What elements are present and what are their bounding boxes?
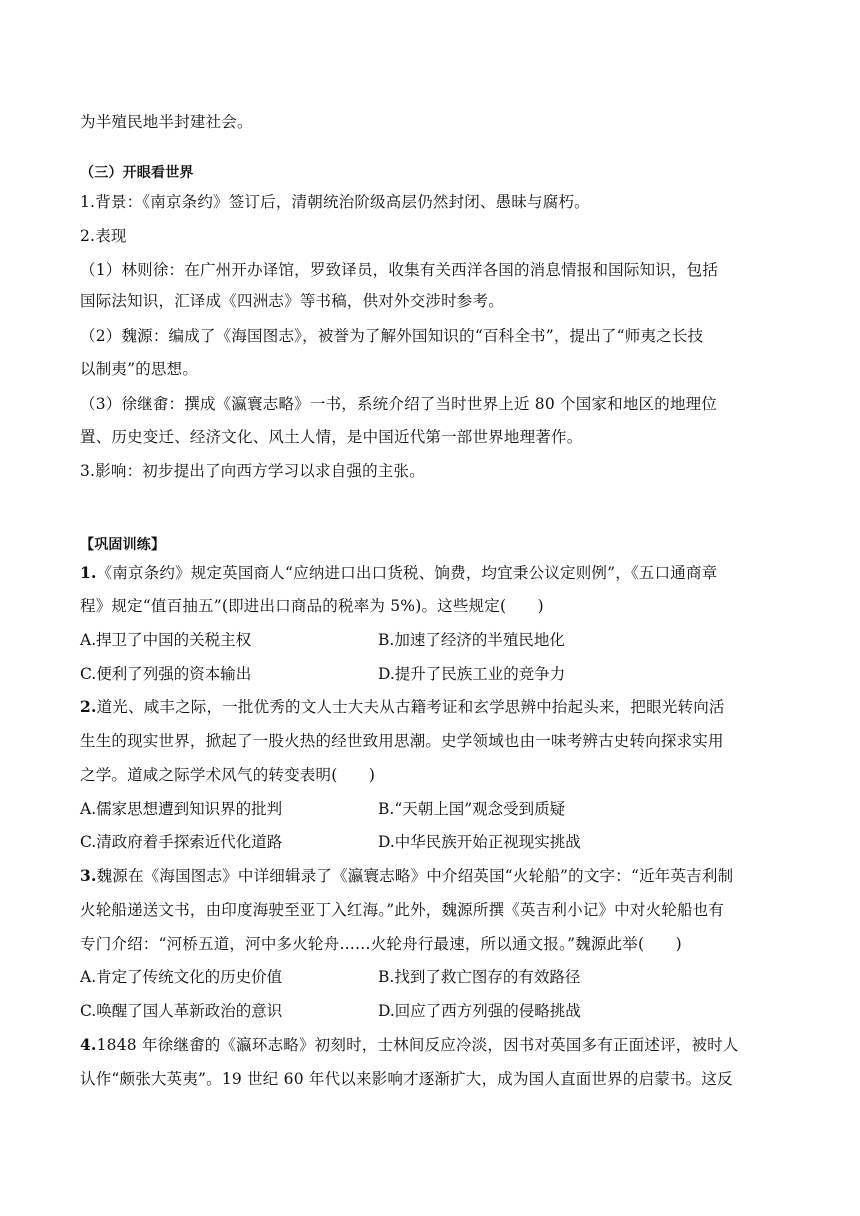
option-b: B.找到了救亡图存的有效路径: [378, 968, 581, 986]
question-number: 2.: [80, 697, 97, 716]
paragraph-line: （1）林则徐：在广州开办译馆，罗致译员，收集有关西洋各国的消息情报和国际知识，包括: [80, 261, 719, 279]
question-number: 4.: [80, 1035, 97, 1054]
question-line: [80, 697, 725, 717]
option-c: C.清政府着手探索近代化道路: [80, 833, 283, 851]
paragraph-line: 2.表现: [80, 227, 127, 245]
option-d: D.回应了西方列强的侵略挑战: [378, 1002, 581, 1020]
option-c: C.唤醒了国人革新政治的意识: [80, 1002, 283, 1020]
paragraph-line: 国际法知识，汇译成《四洲志》等书稿，供对外交涉时参考。: [80, 292, 504, 310]
question-line: 认作“颇张大英夷”。19 世纪 60 年代以来影响才逐渐扩大，成为国人直面世界的启蒙书。这反: [80, 1070, 733, 1088]
paragraph-line: （3）徐继畬：撰成《瀛寰志略》一书，系统介绍了当时世界上近 80 个国家和地区的地理位: [80, 395, 718, 413]
question-line: 火轮船递送文书，由印度海驶至亚丁入红海。”此外，魏源所撰《英吉利小记》中对火轮船也有: [80, 901, 725, 919]
option-b: B.“天朝上国”观念受到质疑: [378, 800, 566, 818]
option-a: A.肯定了传统文化的历史价值: [80, 968, 283, 986]
paragraph-line: 为半殖民地半封建社会。: [80, 113, 253, 131]
option-c: C.便利了列强的资本输出: [80, 665, 252, 683]
paragraph-line: 3.影响：初步提出了向西方学习以求自强的主张。: [80, 462, 425, 480]
question-line: 生生的现实世界，掀起了一股火热的经世致用思潮。史学领域也由一味考辨古史转向探求实用: [80, 732, 724, 750]
option-d: D.提升了民族工业的竞争力: [378, 665, 566, 683]
question-line: 专门介绍：“河桥五道，河中多火轮舟……火轮舟行最速，所以通文报。”魏源此举( ): [80, 935, 682, 953]
question-line: [80, 1035, 739, 1055]
question-number: 3.: [80, 866, 97, 885]
option-b: B.加速了经济的半殖民地化: [378, 631, 565, 649]
question-line: 程》规定“值百抽五”(即进出口商品的税率为 5%)。这些规定( ): [80, 597, 544, 615]
practice-heading: 【巩固训练】: [80, 537, 166, 553]
section-heading: （三）开眼看世界: [80, 165, 194, 181]
paragraph-line: 1.背景：《南京条约》签订后，清朝统治阶级高层仍然封闭、愚昧与腐朽。: [80, 193, 590, 211]
paragraph-line: 以制夷”的思想。: [80, 360, 199, 378]
question-number: 1.: [80, 563, 97, 582]
paragraph-line: （2）魏源：编成了《海国图志》，被誉为了解外国知识的“百科全书”，提出了“师夷之长技: [80, 327, 704, 345]
question-text: 道光、咸丰之际，一批优秀的文人士大夫从古籍考证和玄学思辨中抬起头来，把眼光转向活: [96, 698, 725, 716]
option-a: A.捍卫了中国的关税主权: [80, 631, 252, 649]
question-line: [80, 563, 717, 583]
question-text: 《南京条约》规定英国商人“应纳进口出口货税、饷费，均宜秉公议定则例”，《五口通商章: [96, 564, 718, 582]
question-text: 1848 年徐继畬的《瀛环志略》初刻时，士林间反应冷淡，因书对英国多有正面述评，被时人: [96, 1036, 739, 1054]
question-line: 之学。道咸之际学术风气的转变表明( ): [80, 766, 376, 784]
option-d: D.中华民族开始正视现实挑战: [378, 833, 581, 851]
option-a: A.儒家思想遭到知识界的批判: [80, 800, 283, 818]
question-text: 魏源在《海国图志》中详细辑录了《瀛寰志略》中介绍英国“火轮船”的文字：“近年英吉利制: [96, 867, 734, 885]
question-line: [80, 866, 733, 886]
paragraph-line: 置、历史变迁、经济文化、风土人情，是中国近代第一部世界地理著作。: [80, 428, 583, 446]
